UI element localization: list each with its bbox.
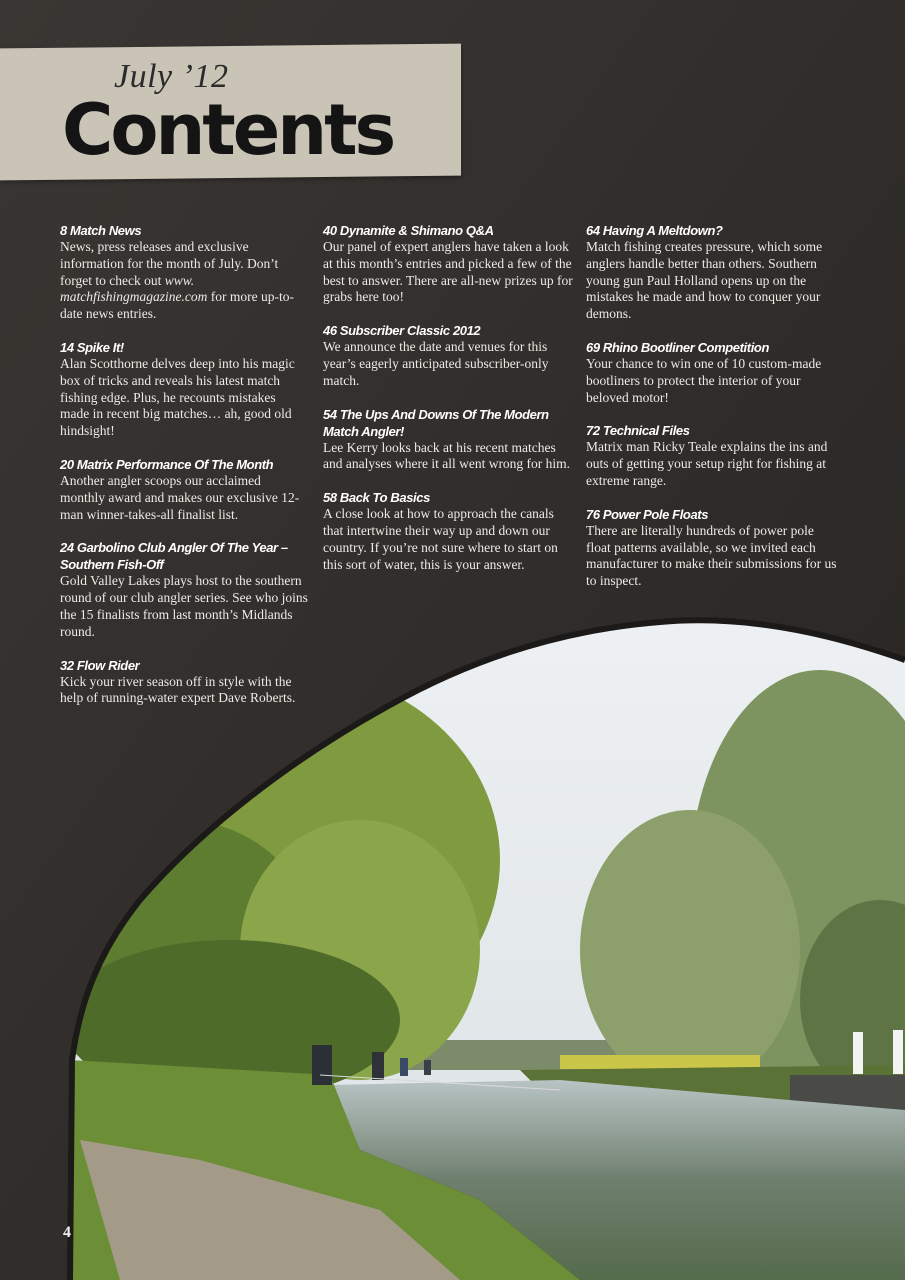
contents-entry [586, 339, 838, 406]
issue-date: July ’12 [114, 58, 229, 95]
contents-entry [60, 657, 308, 708]
entry-body: There are literally hundreds of power pole float patterns available, so we invited each manufacturer to make their submissions for us to inspect. [586, 522, 837, 589]
contents-entry [60, 539, 308, 640]
entry-heading: 24 Garbolino Club Angler Of The Year – Southern Fish-Off [60, 540, 288, 573]
entry-body: Our panel of expert anglers have taken a look at this month’s entries and picked a few of the best to answer. There are all-new prizes up for grabs here too! [323, 239, 573, 305]
contents-entry [323, 222, 573, 306]
entry-heading: 14 Spike It! [60, 339, 124, 355]
entry-heading: 64 Having A Meltdown? [586, 223, 723, 238]
entry-heading: 69 Rhino Bootliner Competition [586, 339, 769, 355]
entry-heading: 32 Flow Rider [60, 657, 140, 673]
entry-heading: 58 Back To Basics [323, 490, 430, 506]
entry-body: We announce the date and venues for this year’s eagerly anticipated subscriber-only match. [323, 339, 549, 388]
contents-entry [586, 222, 838, 323]
entry-body: Your chance to win one of 10 custom-made bootliners to protect the interior of your beloved motor! [586, 355, 822, 405]
contents-entry [323, 489, 573, 573]
contents-column-1 [60, 222, 308, 723]
contents-entry [586, 422, 838, 489]
contents-entry [60, 339, 308, 440]
entry-body: Another angler scoops our acclaimed monthly award and makes our exclusive 12-man winner-takes-all finalist list. [60, 472, 300, 522]
contents-column-3 [586, 222, 838, 606]
contents-entry [60, 456, 308, 523]
entry-body: Match fishing creates pressure, which some anglers handle better than others. Southern young gun Paul Holland opens up on the mistakes he made and how to conquer your demons. [586, 239, 823, 322]
entry-heading: 8 Match News [60, 223, 142, 238]
website-link: www. matchfishingmagazine.com [60, 272, 208, 305]
entry-heading: 76 Power Pole Floats [586, 506, 709, 522]
contents-entry [60, 222, 308, 323]
contents-entry [323, 406, 573, 474]
page-title: Contents [62, 89, 394, 171]
page-number: 4 [63, 1224, 71, 1241]
entry-body: Matrix man Ricky Teale explains the ins and outs of getting your setup right for fishing at extreme range. [586, 439, 828, 488]
entry-body: A close look at how to approach the canals that intertwine their way up and down our country. If you’re not sure where to start on this sort of water, this is your answer. [323, 506, 558, 572]
entry-heading: 46 Subscriber Classic 2012 [323, 323, 481, 339]
entry-heading: 20 Matrix Performance Of The Month [60, 456, 274, 472]
entry-body: Lee Kerry looks back at his recent matches and analyses where it all went wrong for him. [323, 439, 571, 472]
contents-entry [586, 506, 838, 590]
entry-body: Gold Valley Lakes plays host to the southern round of our club angler series. See who joins the 15 finalists from last month’s Midlands round. [60, 573, 308, 639]
entry-body: Kick your river season off in style with the help of running-water expert Dave Roberts. [60, 673, 296, 706]
entry-heading: 40 Dynamite & Shimano Q&A [323, 223, 494, 238]
entry-heading: 72 Technical Files [586, 423, 690, 439]
entry-body: Alan Scotthorne delves deep into his magic box of tricks and reveals his latest match fishing edge. Plus, he recounts mistakes made in recent big matches… ah, good old hindsight! [60, 355, 295, 439]
entry-heading: 54 The Ups And Downs Of The Modern Match Angler! [323, 406, 549, 439]
contents-column-2 [323, 222, 573, 589]
contents-entry [323, 322, 573, 389]
entry-body: News, press releases and exclusive information for the month of July. Don’t forget to check out www. matchfishingmagazine.com for more up-to-date news entries. [60, 239, 294, 322]
